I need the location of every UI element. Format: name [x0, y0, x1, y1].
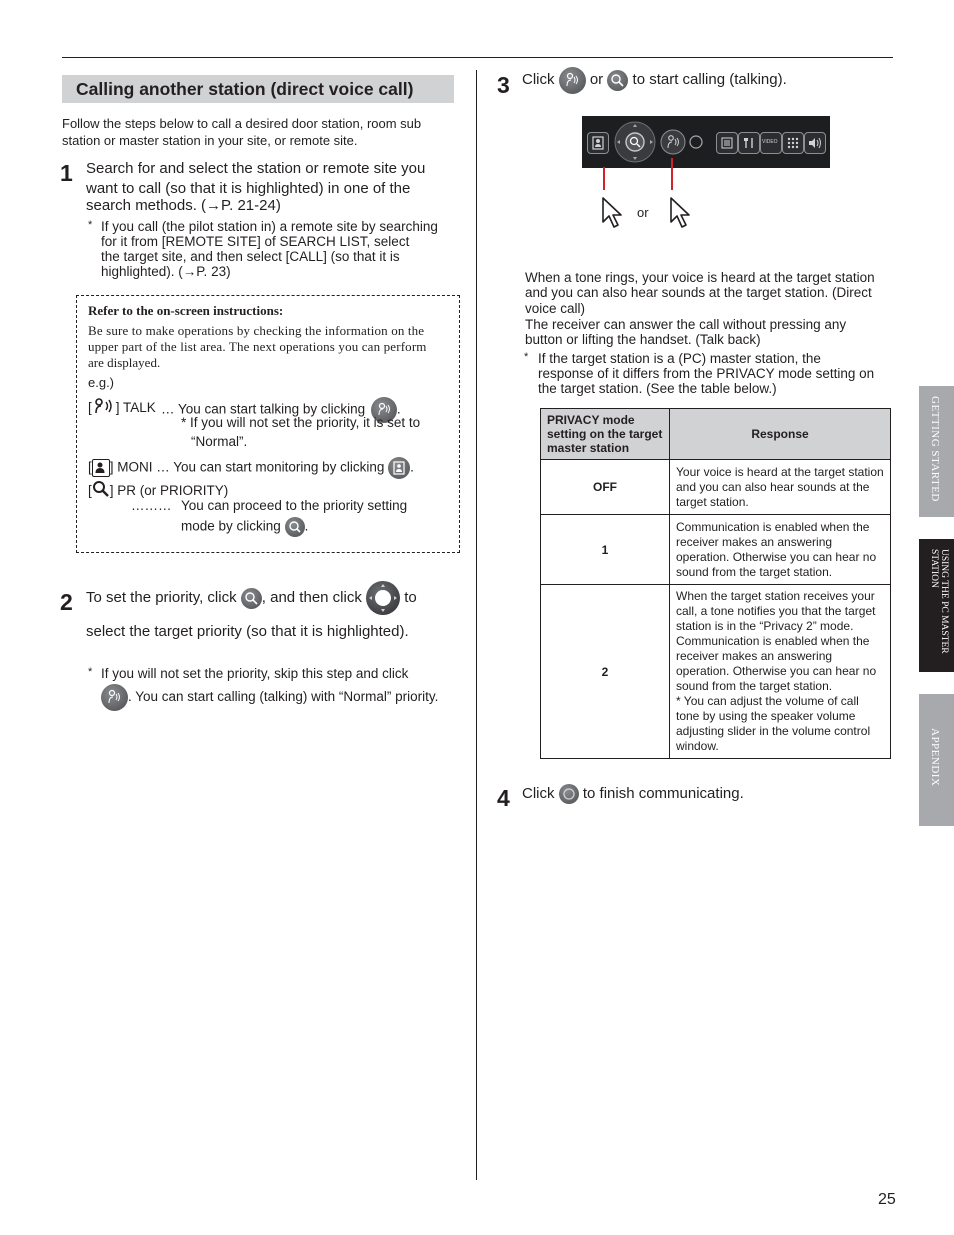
- tab-using-pc-label: USING THE PC MASTER STATION: [929, 549, 949, 654]
- step-4-text-b: to finish communicating.: [582, 785, 744, 802]
- toolbar-list-icon: [716, 132, 738, 154]
- pr-text-line-2-row: [181, 517, 308, 537]
- step-2-note-mark: *: [88, 666, 93, 678]
- talk-icon: [92, 397, 116, 415]
- step-3-line: [522, 66, 787, 94]
- toolbar-volume-icon: [804, 132, 826, 154]
- moni-open-bracket: [: [88, 459, 92, 475]
- step-2-line-2: select the target priority (so that it is highlighted).: [86, 623, 409, 640]
- search-button-icon-step2: [241, 588, 262, 609]
- tab-getting-started-label: GETTING STARTED: [929, 396, 941, 502]
- privacy-mode-cell: OFF: [541, 460, 670, 515]
- table-row: [541, 585, 891, 759]
- privacy-response-cell: Your voice is heard at the target station and you can also hear sounds at the target station.: [670, 460, 891, 515]
- pointer-line-left: [603, 167, 605, 190]
- column-divider: [476, 70, 477, 1180]
- instruction-box-title: Refer to the on-screen instructions:: [88, 303, 284, 318]
- step-3-para-2-line-1: The receiver can answer the call without pressing any: [525, 317, 847, 332]
- privacy-table: [540, 408, 891, 759]
- step-2-note-line-1: If you will not set the priority, skip this step and click: [101, 666, 409, 681]
- talk-note-line-2: “Normal”.: [191, 434, 248, 449]
- step-1-note-line-1: If you call (the pilot station in) a remote site by searching: [101, 219, 438, 234]
- step-1-note-line-3: the target site, and then select [CALL] (so that it is: [101, 249, 400, 264]
- toolbar-video-icon: [760, 132, 782, 154]
- monitor-button-icon: [388, 457, 410, 479]
- privacy-table-header-row: [541, 409, 891, 460]
- talk-open-bracket: [: [88, 400, 92, 415]
- or-label: or: [637, 205, 649, 220]
- pr-label: ] PR (or PRIORITY): [109, 483, 229, 498]
- step-3-note-line-1: If the target station is a (PC) master station, the: [538, 351, 821, 366]
- talk-note-line-1: * If you will not set the priority, it is set to: [181, 415, 421, 430]
- cursor-icon-left: [600, 196, 624, 230]
- tab-getting-started[interactable]: [919, 386, 954, 517]
- pr-dots: ………: [131, 498, 172, 513]
- step-3-number: 3: [497, 72, 510, 98]
- privacy-response-cell: [670, 585, 891, 759]
- step-3-note-mark: *: [524, 351, 529, 363]
- step-3-text-b: or: [589, 71, 604, 88]
- step-1-note-line-2: for it from [REMOTE SITE] of SEARCH LIST, select: [101, 234, 410, 249]
- privacy-table-header-response: Response: [670, 409, 891, 460]
- step-3-para-1-line-3: voice call): [525, 301, 586, 316]
- step-3-note-line-3: the target station. (See the table below.): [538, 381, 777, 396]
- step-1-line-2: want to call (so that it is highlighted) in one of the: [86, 180, 411, 197]
- toolbar-end-icon: [688, 134, 704, 150]
- step-3-para-1-line-1: When a tone rings, your voice is heard at the target station: [525, 270, 875, 285]
- moni-row: [88, 457, 414, 479]
- pr-open-bracket: [: [88, 483, 92, 498]
- top-rule: [62, 57, 893, 58]
- pr-period: .: [304, 518, 309, 534]
- pr-text-line-2: mode by clicking: [181, 518, 281, 534]
- step-2-line-1: [86, 579, 417, 617]
- step-2-number: 2: [60, 589, 73, 615]
- talk-row: [88, 397, 156, 415]
- search-button-icon: [285, 517, 305, 537]
- intro-text: Follow the steps below to call a desired door station, room sub station or master station in your site, or remote site.: [62, 116, 422, 148]
- tab-appendix-label: APPENDIX: [929, 728, 941, 787]
- instruction-desc-line-1: Be sure to make operations by checking the information on the: [88, 323, 425, 338]
- privacy-response-note: * You can adjust the volume of call tone by using the speaker volume adjusting slider in the volume control window.: [676, 694, 871, 753]
- toolbar-screenshot: [582, 116, 830, 168]
- tab-appendix[interactable]: [919, 694, 954, 826]
- privacy-response-cell: Communication is enabled when the receiver makes an answering operation. Otherwise you can hear no sound from the target station.: [670, 515, 891, 585]
- step-2-text-c: to: [404, 589, 417, 606]
- talk-button-icon-step2: [101, 684, 128, 711]
- toolbar-keypad-icon: [782, 132, 804, 154]
- step-2-note-line-2-row: [101, 684, 438, 711]
- table-row: [541, 460, 891, 515]
- toolbar-monitor-icon: [587, 132, 609, 154]
- moni-text: … You can start monitoring by clicking: [156, 459, 385, 475]
- end-call-button-icon: [559, 784, 579, 804]
- cursor-icon-right: [668, 196, 692, 230]
- step-4-line: [522, 780, 744, 808]
- step-4-number: 4: [497, 785, 510, 811]
- section-title-bar: [62, 75, 454, 103]
- step-2-text-b: , and then click: [261, 589, 362, 606]
- talk-text: … You can start talking by clicking: [161, 401, 366, 417]
- example-label: e.g.): [88, 375, 115, 390]
- search-button-icon-step3: [607, 70, 628, 91]
- talk-period: .: [396, 401, 401, 417]
- section-title: Calling another station (direct voice call): [76, 79, 414, 99]
- moni-label: ] MONI: [109, 459, 153, 475]
- search-icon: [92, 480, 110, 498]
- privacy-mode-cell: 1: [541, 515, 670, 585]
- instruction-desc-line-2: upper part of the list area. The next operations you can perform: [88, 339, 427, 354]
- step-1-line-1: Search for and select the station or remote site you: [86, 160, 426, 177]
- privacy-table-header-mode: PRIVACY mode setting on the target master station: [541, 409, 670, 460]
- page-number: 25: [878, 1191, 896, 1208]
- talk-label: ] TALK: [115, 400, 156, 415]
- privacy-response-text: When the target station receives your call, a tone notifies you that the target station is in the “Privacy 2” mode. Communication is enabled when the receiver makes an answering operation. Otherwise you can hear no sound from the target station.: [676, 589, 877, 693]
- instruction-desc-line-3: are displayed.: [88, 355, 161, 370]
- step-3-para-1-line-2: and you can also hear sounds at the target station. (Direct: [525, 285, 872, 300]
- moni-period: .: [410, 459, 414, 475]
- step-1-note-line-4: highlighted). (→P. 23): [101, 264, 231, 279]
- privacy-mode-cell: 2: [541, 585, 670, 759]
- step-1-note-mark: *: [88, 219, 93, 231]
- step-4-text-a: Click: [522, 785, 555, 802]
- step-3-text-a: Click: [522, 71, 555, 88]
- step-3-para-2-line-2: button or lifting the handset. (Talk back): [525, 332, 761, 347]
- toolbar-talk-icon: [660, 129, 686, 155]
- priority-dial-icon: [366, 581, 400, 615]
- tab-using-pc-master-station[interactable]: [919, 539, 954, 672]
- pr-text-line-1: You can proceed to the priority setting: [181, 498, 408, 513]
- step-3-text-c: to start calling (talking).: [632, 71, 787, 88]
- monitor-icon: [92, 459, 110, 477]
- step-1-line-3: search methods. (→P. 21-24): [86, 197, 281, 214]
- step-3-note-line-2: response of it differs from the PRIVACY mode setting on: [538, 366, 875, 381]
- pr-row: [88, 480, 228, 498]
- step-2-text-a: To set the priority, click: [86, 589, 237, 606]
- toolbar-settings-icon: [738, 132, 760, 154]
- talk-button-icon-step3: [559, 67, 586, 94]
- table-row: [541, 515, 891, 585]
- step-2-note-line-2: . You can start calling (talking) with “Normal” priority.: [128, 689, 439, 705]
- step-1-number: 1: [60, 160, 73, 186]
- toolbar-video-label: VIDEO: [762, 139, 778, 145]
- toolbar-dial-icon: [611, 120, 659, 164]
- pointer-line-right: [671, 158, 673, 190]
